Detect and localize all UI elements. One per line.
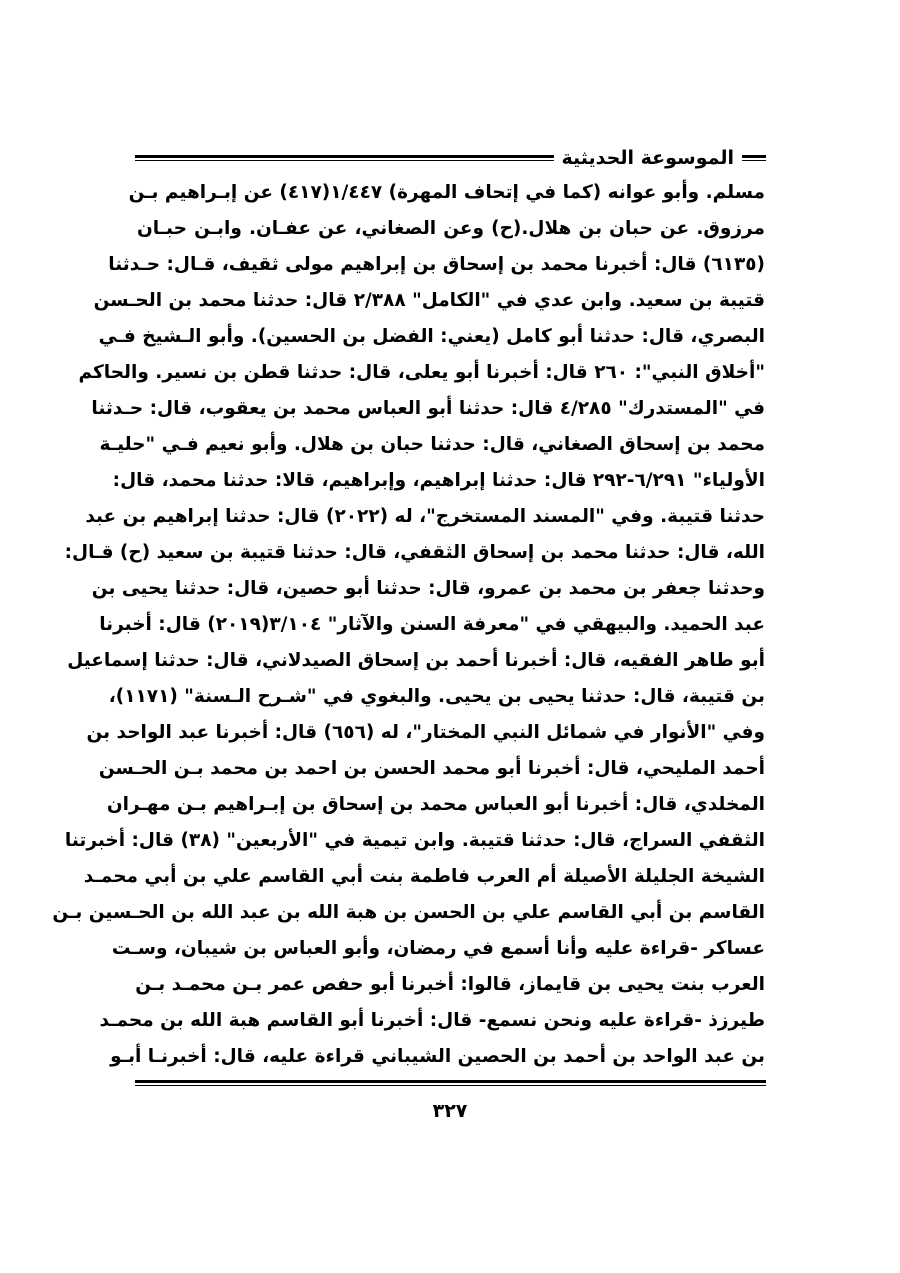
text-line: المخلدي، قال: أخبرنا أبو العباس محمد بن إسحاق بن إبـراهيم بـن مهـران [106,794,765,815]
text-line: الشيخة الجليلة الأصيلة أم العرب فاطمة بنت أبي القاسم علي بن أبي محمـد [83,866,765,887]
text-line: الله، قال: حدثنا محمد بن إسحاق الثقفي، قال: حدثنا قتيبة بن سعيد (ح) قـال: [64,542,765,563]
text-line: القاسم بن أبي القاسم علي بن الحسن بن هبة الله بن عبد الله بن الحـسين بـن [52,902,765,923]
header-rule-right [742,155,766,161]
text-line: الثقفي السراج، قال: حدثنا قتيبة. وابن تيمية في "الأربعين" (٣٨) قال: أخبرتنا [64,830,765,851]
text-line: طيرزذ -قراءة عليه ونحن نسمع- قال: أخبرنا أبو القاسم هبة الله بن محمـد [99,1010,765,1031]
text-line: حدثنا قتيبة. وفي "المسند المستخرج"، له (٢٠٢٢) قال: حدثنا إبراهيم بن عبد [85,506,765,527]
text-line: وحدثنا جعفر بن محمد بن عمرو، قال: حدثنا أبو حصين، قال: حدثنا يحيى بن [91,578,765,599]
header-title: الموسوعة الحديثية [561,147,734,169]
text-line: "أخلاق النبي": ٢٦٠ قال: أخبرنا أبو يعلى، قال: حدثنا قطن بن نسير. والحاكم [78,362,765,383]
header-rule-left [135,155,554,161]
text-line: في "المستدرك" ٤/٢٨٥ قال: حدثنا أبو العباس محمد بن يعقوب، قال: حـدثنا [91,398,765,419]
text-line: الأولياء" ٦/٢٩١-٢٩٢ قال: حدثنا إبراهيم، وإبراهيم، قالا: حدثنا محمد، قال: [112,470,765,491]
text-line: عبد الحميد. والبيهقي في "معرفة السنن والآثار" ٣/١٠٤(٢٠١٩) قال: أخبرنا [99,614,765,635]
running-header [135,146,766,170]
text-line: أبو طاهر الفقيه، قال: أخبرنا أحمد بن إسحاق الصيدلاني، قال: حدثنا إسماعيل [67,650,765,671]
text-line: عساكر -قراءة عليه وأنا أسمع في رمضان، وأبو العباس بن شيبان، وسـت [111,938,765,959]
text-line: (٦١٣٥) قال: أخبرنا محمد بن إسحاق بن إبراهيم مولى ثقيف، قـال: حـدثنا [108,254,765,275]
text-line: مسلم. وأبو عوانه (كما في إتحاف المهرة) ١/٤٤٧(٤١٧) عن إبـراهيم بـن [128,182,765,203]
text-line: العرب بنت يحيى بن قايماز، قالوا: أخبرنا أبو حفص عمر بـن محمـد بـن [135,974,765,995]
text-line: وفي "الأنوار في شمائل النبي المختار"، له (٦٥٦) قال: أخبرنا عبد الواحد بن [86,722,765,743]
text-line: بن قتيبة، قال: حدثنا يحيى بن يحيى. والبغوي في "شـرح الـسنة" (١١٧١)، [108,686,765,707]
page-number: ٣٢٧ [432,1100,468,1122]
footer-rule [135,1080,766,1086]
text-line: مرزوق. عن حبان بن هلال.(ح) وعن الصغاني، عن عفـان. وابـن حبـان [137,218,765,239]
text-line: البصري، قال: حدثنا أبو كامل (يعني: الفضل بن الحسين). وأبو الـشيخ فـي [98,326,765,347]
text-line: بن عبد الواحد بن أحمد بن الحصين الشيباني قراءة عليه، قال: أخبرنـا أبـو [110,1046,765,1067]
body-text [52,175,765,1075]
text-line: أحمد المليحي، قال: أخبرنا أبو محمد الحسن بن احمد بن محمد بـن الحـسن [98,758,765,779]
text-line: قتيبة بن سعيد. وابن عدي في "الكامل" ٢/٣٨٨ قال: حدثنا محمد بن الحـسن [93,290,765,311]
text-line: محمد بن إسحاق الصغاني، قال: حدثنا حبان بن هلال. وأبو نعيم فـي "حليـة [99,434,765,455]
